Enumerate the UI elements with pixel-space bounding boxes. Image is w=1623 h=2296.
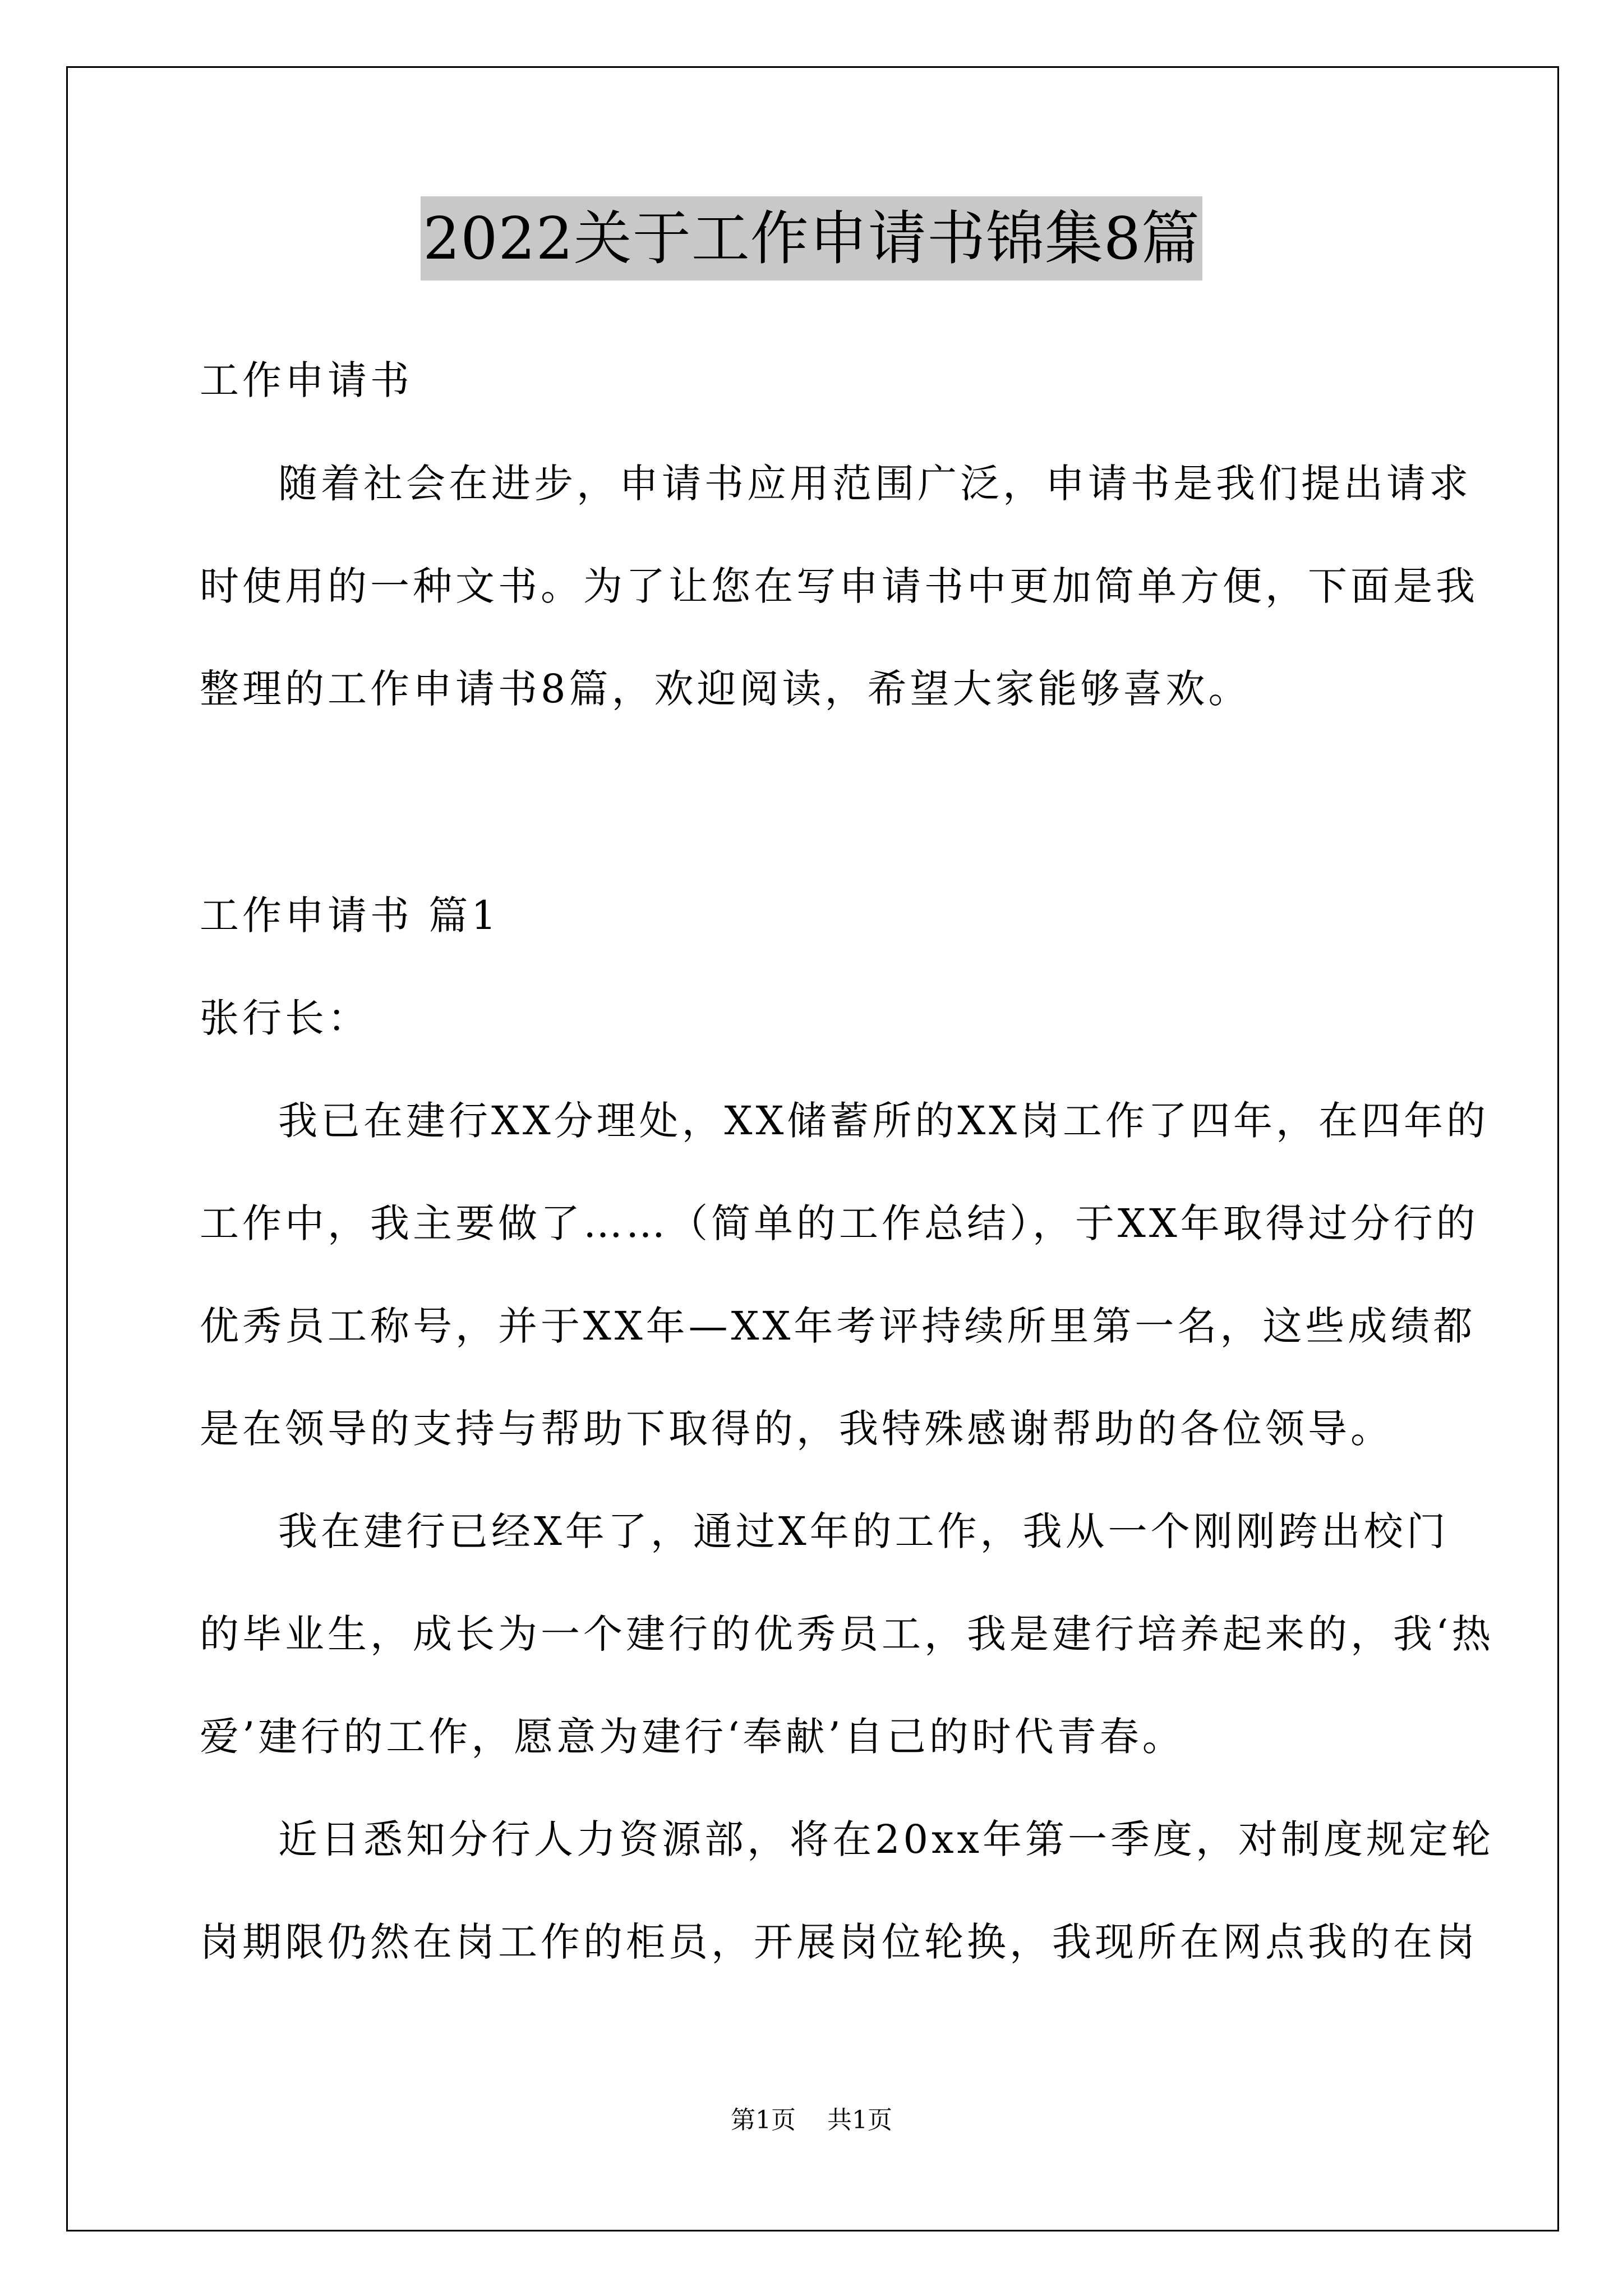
paragraph-line: 岗期限仍然在岗工作的柜员，开展岗位轮换，我现所在网点我的在岗 [200,1919,1478,1965]
page-total: 共1页 [827,2106,892,2134]
page-footer [0,2104,1623,2137]
paragraph-line: 随着社会在进步，申请书应用范围广泛，申请书是我们提出请求 [278,461,1472,507]
section-heading: 工作申请书 篇1 [200,892,500,938]
paragraph-line: 爱’建行的工作，愿意为建行‘奉献’自己的时代青春。 [200,1714,1185,1760]
salutation: 张行长： [200,995,370,1041]
paragraph-line: 是在领导的支持与帮助下取得的，我特殊感谢帮助的各位领导。 [200,1406,1393,1452]
paragraph-line: 我已在建行XX分理处，XX储蓄所的XX岗工作了四年，在四年的 [278,1098,1490,1144]
paragraph-line: 工作中，我主要做了……（简单的工作总结），于XX年取得过分行的 [200,1200,1479,1246]
section-heading: 工作申请书 [200,357,413,403]
document-title: 2022关于工作申请书锦集8篇 [421,196,1202,280]
page-number: 第1页 [731,2106,796,2134]
paragraph-line: 的毕业生，成长为一个建行的优秀员工，我是建行培养起来的，我‘热 [200,1611,1495,1657]
paragraph-line: 我在建行已经X年了，通过X年的工作，我从一个刚刚跨出校门 [278,1508,1449,1554]
paragraph-line: 时使用的一种文书。为了让您在写申请书中更加简单方便，下面是我 [200,563,1478,609]
title-container [0,196,1623,280]
paragraph-line: 近日悉知分行人力资源部，将在20xx年第一季度，对制度规定轮 [278,1816,1495,1862]
paragraph-line: 优秀员工称号，并于XX年—XX年考评持续所里第一名，这些成绩都 [200,1303,1476,1349]
paragraph-line: 整理的工作申请书8篇，欢迎阅读，希望大家能够喜欢。 [200,666,1251,712]
